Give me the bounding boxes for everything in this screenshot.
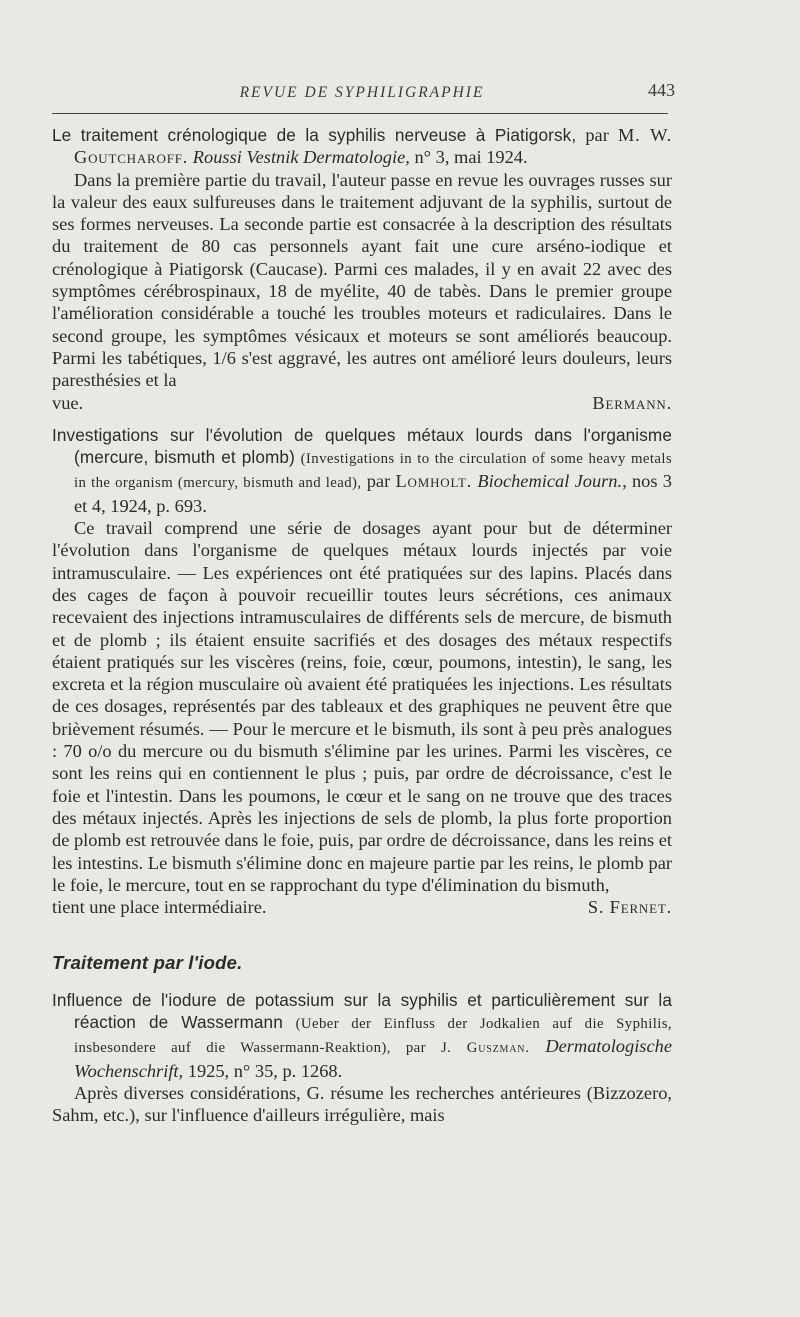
page-number: 443 bbox=[648, 80, 675, 100]
article-1-last-word: vue. bbox=[52, 392, 84, 413]
article-1-heading bbox=[52, 124, 672, 169]
article-2-subtitle: (Investigations in to the circulation of some heavy metals in the organism (mercury, bismuth and lead), bbox=[74, 451, 672, 492]
article-2-signature bbox=[52, 896, 672, 918]
header-rule bbox=[52, 113, 668, 114]
article-1-par: par bbox=[585, 125, 609, 145]
article-2-body: Ce travail comprend une série de dosages ayant pour but de déterminer l'évolution dans l'organisme de quelques métaux lourds injectés par voie intramusculaire. — Les expériences ont été pratiquées sur des lapins. Placés dans des cages de façon à pouvoir recueillir toutes leurs sécrétions, ces animaux recevaient des injections intramusculaires de différents sels de mercure, de bismuth et de plomb ; ils étaient ensuite sacrifiés et des dosages des métaux respectifs étaient pratiqués sur les viscères (reins, foie, cœur, poumons, intestin), le sang, les excreta et la région musculaire où avaient été pratiquées les injections. Les résultats de ces dosages, représentés par des tableaux et des graphiques ne peuvent être que brièvement résumés. — Pour le mercure et le bismuth, ils sont à peu près analogues : 70 o/o du mercure ou du bismuth s'élimine par les urines. Parmi les viscères, ce sont les reins qui en contiennent le plus ; puis, par ordre de décroissance, c'est le foie et l'intestin. Dans les poumons, le cœur et le sang on ne trouve que des traces des métaux injectés. Après les injections de sels de plomb, la plus forte proportion de plomb est retrouvée dans le foie, puis, par ordre de décroissance, dans les reins et les intestins. Le bismuth s'élimine donc en majeure partie par les reins, le plomb par le foie, le mercure, tout en se rapprochant du type d'élimination du bismuth, bbox=[52, 518, 672, 895]
article-3-journal: Dermatologische Wochenschrift, bbox=[74, 1036, 672, 1081]
article-2-title: Investigations sur l'évolution de quelques métaux lourds dans l'organisme (mercure, bismuth et plomb) bbox=[52, 424, 672, 468]
article-2-last-line: tient une place intermédiaire. bbox=[52, 897, 267, 918]
article-1-reviewer: Bermann. bbox=[592, 392, 672, 413]
article-3-body: Après diverses considérations, G. résume les recherches antérieures (Bizzozero, Sahm, etc.), sur l'influence d'ailleurs irrégulière, mais bbox=[52, 1082, 672, 1126]
section-title: Traitement par l'iode. bbox=[52, 952, 243, 974]
article-1-signature bbox=[52, 392, 672, 414]
article-3-heading bbox=[52, 989, 672, 1082]
article-3-subtitle: (Ueber der Einfluss der Jodkalien auf die Syphilis, insbesondere auf die Wassermann-Reaktion), par J. bbox=[74, 1015, 672, 1057]
article-3-title: Influence de l'iodure de potassium sur la syphilis et particulièrement sur la réaction de Wassermann bbox=[52, 989, 672, 1032]
article-1-journal: Roussi Vestnik Dermatologie, bbox=[192, 147, 410, 168]
article-1-author: M. W. Goutcharoff. bbox=[74, 125, 672, 168]
article-2-reviewer: S. Fernet. bbox=[587, 897, 672, 918]
article-2-author: Lomholt. bbox=[395, 471, 473, 492]
running-title: REVUE DE SYPHILIGRAPHIE bbox=[239, 84, 485, 101]
article-3-author: Guszman. bbox=[466, 1040, 530, 1057]
page-content bbox=[52, 124, 672, 1126]
article-2-ref: nos 3 et 4, 1924, p. 693. bbox=[74, 471, 672, 516]
article-2-heading bbox=[52, 424, 672, 517]
article-3-ref: 1925, n° 35, p. 1268. bbox=[187, 1060, 343, 1081]
article-2-par: par bbox=[366, 471, 391, 492]
article-1-ref: n° 3, mai 1924. bbox=[414, 147, 528, 168]
article-1-body: Dans la première partie du travail, l'auteur passe en revue les ouvrages russes sur la valeur des eaux sulfureuses dans le traitement adjuvant de la syphilis, surtout de ses formes nerveuses. La seconde partie est consacrée à la description des résultats du traitement de 80 cas personnels ayant fait une cure arséno-iodique et crénologique à Piatigorsk (Caucase). Parmi ces malades, il y en avait 22 avec des symptômes cérébrospinaux, 18 de myélite, 40 de tabès. Dans le premier groupe l'amélioration considérable a touché les troubles moteurs et radiculaires. Dans le second groupe, les symptômes vésicaux et moteurs se sont améliorés beaucoup. Parmi les tabétiques, 1/6 s'est aggravé, les autres ont amélioré leurs douleurs, leurs paresthésies et la bbox=[52, 169, 672, 391]
article-2-journal: Biochemical Journ., bbox=[477, 471, 627, 492]
article-1-title: Le traitement crénologique de la syphilis nerveuse à Piatigorsk, bbox=[52, 125, 577, 145]
